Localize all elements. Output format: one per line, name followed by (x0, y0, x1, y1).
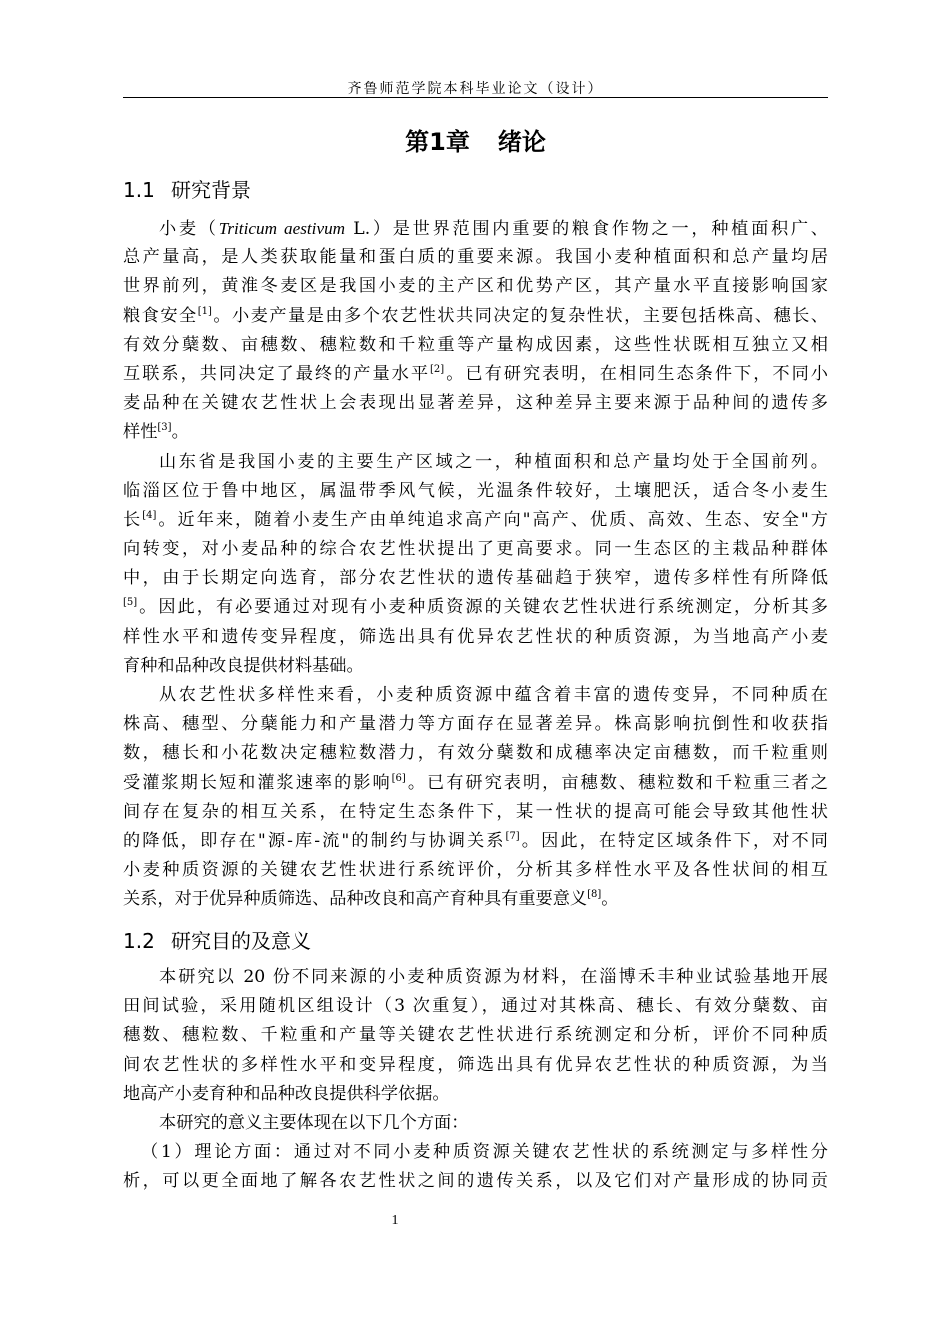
citation-ref: [8] (587, 889, 602, 901)
paragraph-line: 穗数、穗粒数、千粒重和产量等关键农艺性状进行系统测定和分析，评价不同种质 (123, 1025, 828, 1046)
paragraph-line: 的降低，即存在"源-库-流"的制约与协调关系[7]。因此，在特定区域条件下，对不同 (123, 830, 828, 851)
paragraph-line: 有效分蘖数、亩穗数、穗粒数和千粒重等产量构成因素，这些性状既相互独立又相 (123, 334, 828, 355)
paragraph-line: 受灌浆期长短和灌浆速率的影响[6]。已有研究表明，亩穗数、穗粒数和千粒重三者之 (123, 772, 828, 793)
paragraph-line: 向转变，对小麦品种的综合农艺性状提出了更高要求。同一生态区的主栽品种群体 (123, 539, 828, 560)
citation-ref: [2] (430, 363, 445, 375)
paragraph-line: 麦品种在关键农艺性状上会表现出显著差异，这种差异主要来源于品种间的遗传多 (123, 393, 828, 414)
citation-ref: [1] (197, 305, 212, 317)
citation-ref: [4] (142, 509, 157, 521)
paragraph-line: 样性[3]。 (123, 422, 189, 443)
chapter-title (123, 122, 828, 157)
header-rule (123, 97, 828, 98)
paragraph-line: 临淄区位于鲁中地区，属温带季风气候，光温条件较好，土壤肥沃，适合冬小麦生 (123, 480, 828, 501)
section-1-2-body (123, 963, 828, 1197)
paragraph-line: 间农艺性状的多样性水平和变异程度，筛选出具有优异农艺性状的种质资源，为当 (123, 1054, 828, 1075)
citation-ref: [7] (505, 830, 520, 842)
section-1-1-body (123, 214, 828, 915)
paragraph-line: 样性水平和遗传变异程度，筛选出具有优异农艺性状的种质资源，为当地高产小麦 (123, 626, 828, 647)
running-header: 齐鲁师范学院本科毕业论文（设计） (347, 81, 604, 97)
paragraph-line: （1）理论方面：通过对不同小麦种质资源关键农艺性状的系统测定与多样性分 (141, 1142, 828, 1163)
paragraph-line: 世界前列，黄淮冬麦区是我国小麦的主产区和优势产区，其产量水平直接影响国家 (123, 276, 828, 297)
paragraph-line: 互联系，共同决定了最终的产量水平[2]。已有研究表明，在相同生态条件下，不同小 (123, 363, 828, 384)
page-number: 1 (391, 1213, 399, 1228)
paragraph-line: 中，由于长期定向选育，部分农艺性状的遗传基础趋于狭窄，遗传多样性有所降低 (123, 568, 828, 589)
citation-ref: [5] (123, 597, 138, 609)
paragraph-line: 田间试验，采用随机区组设计（3 次重复），通过对其株高、穗长、有效分蘖数、亩 (123, 996, 828, 1017)
citation-ref: [3] (157, 422, 172, 434)
paragraph-line: 析，可以更全面地了解各农艺性状之间的遗传关系，以及它们对产量形成的协同贡 (123, 1171, 828, 1192)
paragraph-line: 本研究的意义主要体现在以下几个方面： (159, 1112, 469, 1133)
paragraph-line: 小麦种质资源的关键农艺性状进行系统评价，分析其多样性水平及各性状间的相互 (123, 860, 828, 881)
paragraph-line: 小麦（Triticum aestivum L.）是世界范围内重要的粮食作物之一，种植面积广、 (159, 219, 828, 239)
paragraph-line: 关系，对于优异种质筛选、品种改良和高产育种具有重要意义[8]。 (123, 889, 619, 910)
paragraph-line: 本研究以 20 份不同来源的小麦种质资源为材料，在淄博禾丰种业试验基地开展 (159, 967, 828, 987)
paragraph-line: 长[4]。近年来，随着小麦生产由单纯追求高产向"高产、优质、高效、生态、安全"方 (123, 509, 828, 530)
section-name: 研究背景 (171, 178, 251, 202)
citation-ref: [6] (391, 772, 406, 784)
section-number: 1.2 (123, 929, 155, 953)
paragraph-line: 山东省是我国小麦的主要生产区域之一，种植面积和总产量均处于全国前列。 (159, 451, 828, 472)
section-title-1-2 (123, 925, 311, 954)
paragraph-line: 株高、穗型、分蘖能力和产量潜力等方面存在显著差异。株高影响抗倒性和收获指 (123, 714, 828, 735)
chapter-number: 第1章 (405, 128, 470, 156)
paragraph-line: 总产量高，是人类获取能量和蛋白质的重要来源。我国小麦种植面积和总产量均居 (123, 247, 828, 268)
paragraph-line: 从农艺性状多样性来看，小麦种质资源中蕴含着丰富的遗传变异，不同种质在 (159, 685, 828, 705)
section-name: 研究目的及意义 (171, 929, 311, 953)
paragraph-line: [5]。因此，有必要通过对现有小麦种质资源的关键农艺性状进行系统测定，分析其多 (123, 597, 828, 618)
chapter-name: 绪论 (497, 128, 546, 156)
paragraph-line: 数，穗长和小花数决定穗粒数潜力，有效分蘖数和成穗率决定亩穗数，而千粒重则 (123, 743, 828, 764)
paragraph-line: 间存在复杂的相互关系，在特定生态条件下，某一性状的提高可能会导致其他性状 (123, 801, 828, 822)
paragraph-line: 地高产小麦育种和品种改良提供科学依据。 (123, 1083, 450, 1104)
paragraph-line: 育种和品种改良提供材料基础。 (123, 655, 364, 676)
paragraph-line: 粮食安全[1]。小麦产量是由多个农艺性状共同决定的复杂性状，主要包括株高、穗长、 (123, 305, 828, 326)
section-number: 1.1 (123, 178, 155, 202)
section-title-1-1 (123, 174, 251, 203)
